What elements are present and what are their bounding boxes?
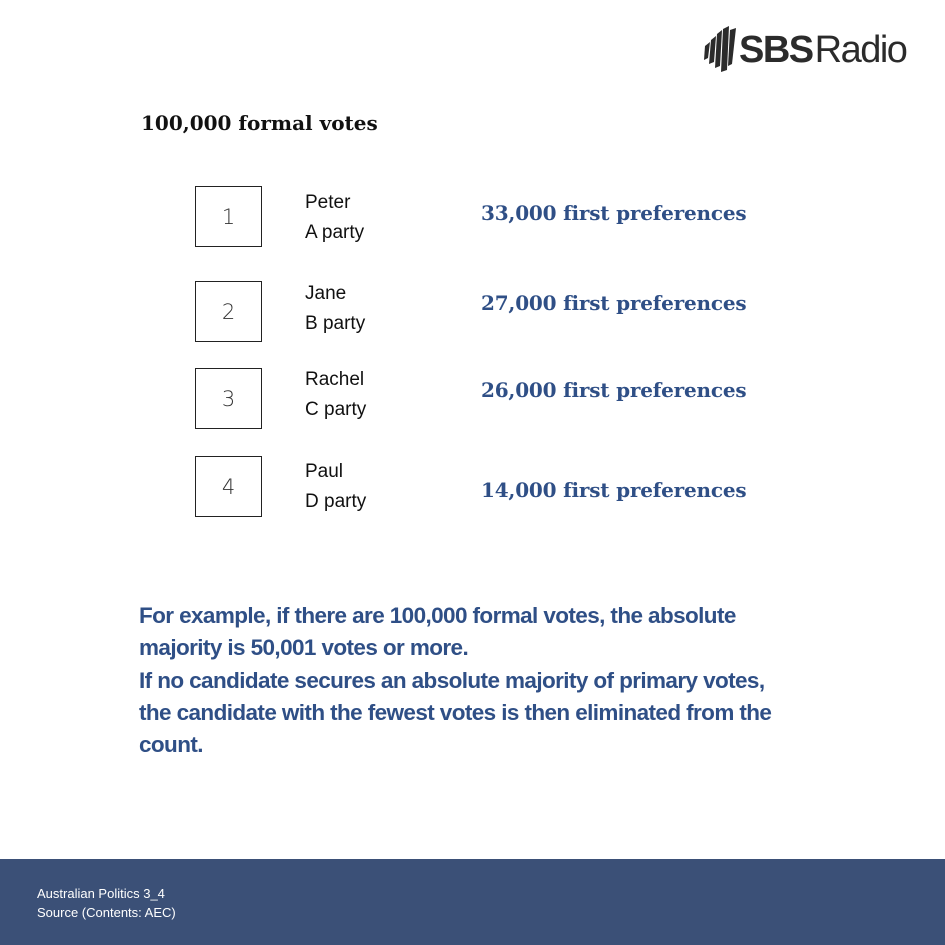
preference-box: 1 <box>195 186 262 247</box>
candidate-party: B party <box>305 313 366 334</box>
explanation-text <box>139 600 859 761</box>
preference-box: 3 <box>195 368 262 429</box>
footer-source: Source (Contents: AEC) <box>37 905 176 920</box>
logo-radio-text: Radio <box>814 28 907 71</box>
candidate-name: Paul <box>305 461 344 482</box>
candidate-info <box>305 365 366 425</box>
footer-bar <box>0 859 945 945</box>
candidate-party: A party <box>305 222 365 243</box>
logo-sbs-text: SBS <box>739 28 813 71</box>
explanation-line: If no candidate secures an absolute majority of primary votes, <box>139 667 765 693</box>
candidate-name: Rachel <box>305 369 365 390</box>
first-preferences: 26,000 first preferences <box>481 378 747 402</box>
sbs-radio-logo <box>702 22 906 78</box>
candidate-info <box>305 457 366 517</box>
candidate-info <box>305 279 365 339</box>
candidate-party: C party <box>305 399 367 420</box>
explanation-line: count. <box>139 732 203 758</box>
first-preferences: 14,000 first preferences <box>481 478 747 502</box>
sbs-mercator-icon <box>702 24 738 76</box>
explanation-line: For example, if there are 100,000 formal votes, the absolute <box>139 603 736 628</box>
ballot-row <box>0 368 945 432</box>
first-preferences: 27,000 first preferences <box>481 291 747 315</box>
first-preferences: 33,000 first preferences <box>481 201 747 225</box>
page-title: 100,000 formal votes <box>141 111 378 135</box>
ballot-row <box>0 281 945 345</box>
ballot-row <box>0 186 945 250</box>
footer-text <box>37 884 176 922</box>
footer-series: Australian Politics 3_4 <box>37 886 165 901</box>
explanation-line: majority is 50,001 votes or more. <box>139 635 469 661</box>
explanation-line: the candidate with the fewest votes is then eliminated from the <box>139 699 772 725</box>
candidate-party: D party <box>305 491 367 512</box>
candidate-name: Jane <box>305 283 347 304</box>
candidate-info <box>305 188 364 248</box>
preference-box: 2 <box>195 281 262 342</box>
candidate-name: Peter <box>305 192 351 213</box>
preference-box: 4 <box>195 456 262 517</box>
ballot-row <box>0 456 945 520</box>
